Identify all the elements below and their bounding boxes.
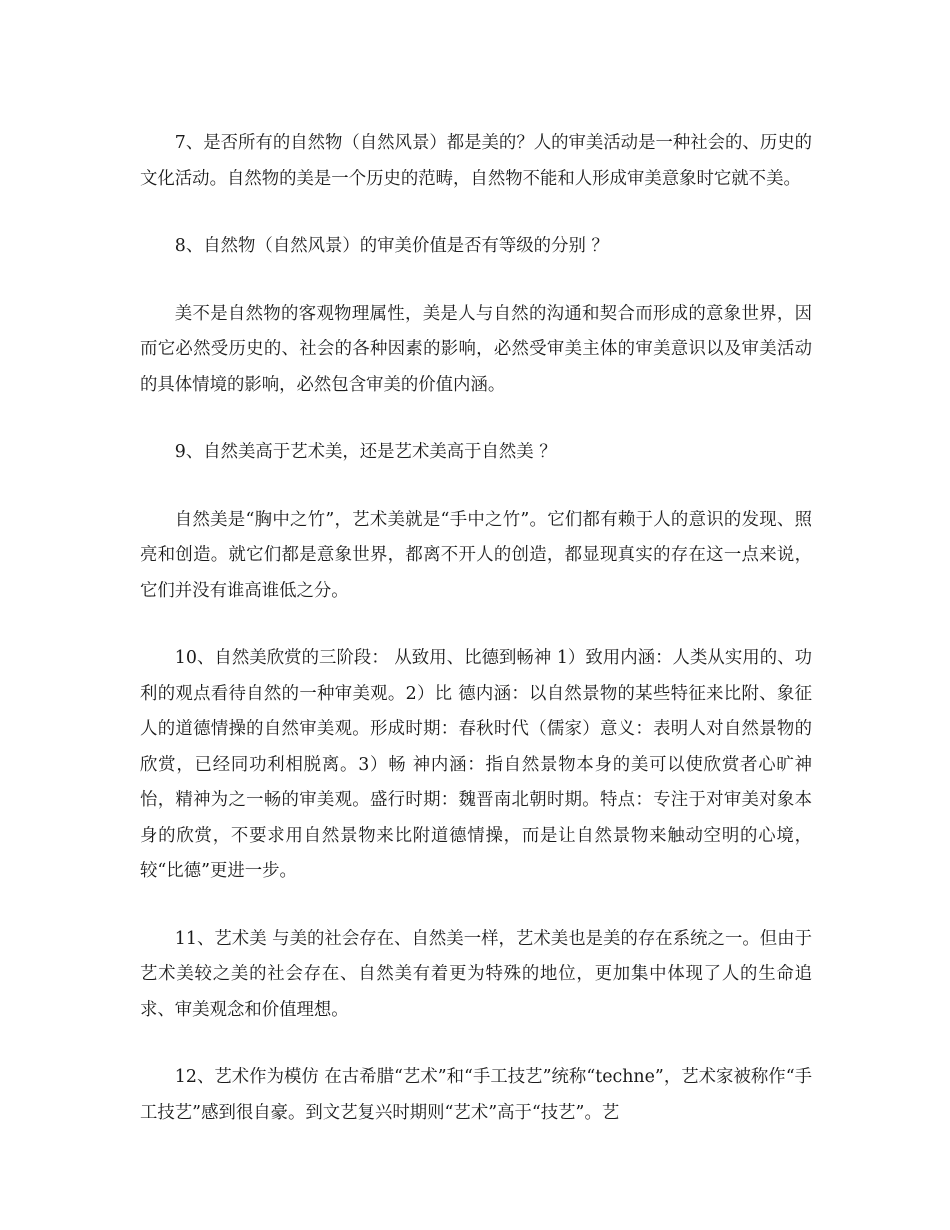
- paragraph-12: 12、艺术作为模仿 在古希腊“艺术”和“手工技艺”统称“techne”，艺术家被称作“手工技艺”感到很自豪。到文艺复兴时期则“艺术”高于“技艺”。艺: [140, 1067, 812, 1123]
- paragraph-11: 11、艺术美 与美的社会存在、自然美一样，艺术美也是美的存在系统之一。但由于艺术美较之美的社会存在、自然美有着更为特殊的地位，更加集中体现了人的生命追求、审美观念和价值理想。: [140, 928, 812, 1020]
- paragraph-10: 10、自然美欣赏的三阶段： 从致用、比德到畅神 1）致用内涵：人类从实用的、功利的观点看待自然的一种审美观。2）比 德内涵：以自然景物的某些特征来比附、象征人的道德情操的自然审美观。形成时期：春秋时代（儒家）意义：表明人对自然景物的欣赏，已经同功利相脱离。3）畅 神内涵：指自然景物本身的美可以使欣赏者心旷神怡，精神为之一畅的审美观。盛行时期：魏晋南北朝时期。特点：专注于对审美对象本身的欣赏，不要求用自然景物来比附道德情操，而是让自然景物来触动空明的心境，较“比德”更进一步。: [140, 648, 812, 881]
- question-9: 9、自然美高于艺术美，还是艺术美高于自然美 ？: [174, 442, 557, 462]
- paragraph-7: 7、是否所有的自然物（自然风景）都是美的？人的审美活动是一种社会的、历史的文化活动。自然物的美是一个历史的范畴，自然物不能和人形成审美意象时它就不美。: [140, 133, 812, 189]
- question-8: 8、自然物（自然风景）的审美价值是否有等级的分别 ？: [174, 236, 609, 256]
- answer-8: 美不是自然物的客观物理属性，美是人与自然的沟通和契合而形成的意象世界，因而它必然受历史的、社会的各种因素的影响，必然受审美主体的审美意识以及审美活动的具体情境的影响，必然包含审美的价值内涵。: [140, 303, 812, 395]
- answer-9: 自然美是“胸中之竹”，艺术美就是“手中之竹”。它们都有赖于人的意识的发现、照亮和创造。就它们都是意象世界，都离不开人的创造，都显现真实的存在这一点来说，它们并没有谁高谁低之分。: [140, 509, 812, 601]
- document-page: [140, 126, 812, 1163]
